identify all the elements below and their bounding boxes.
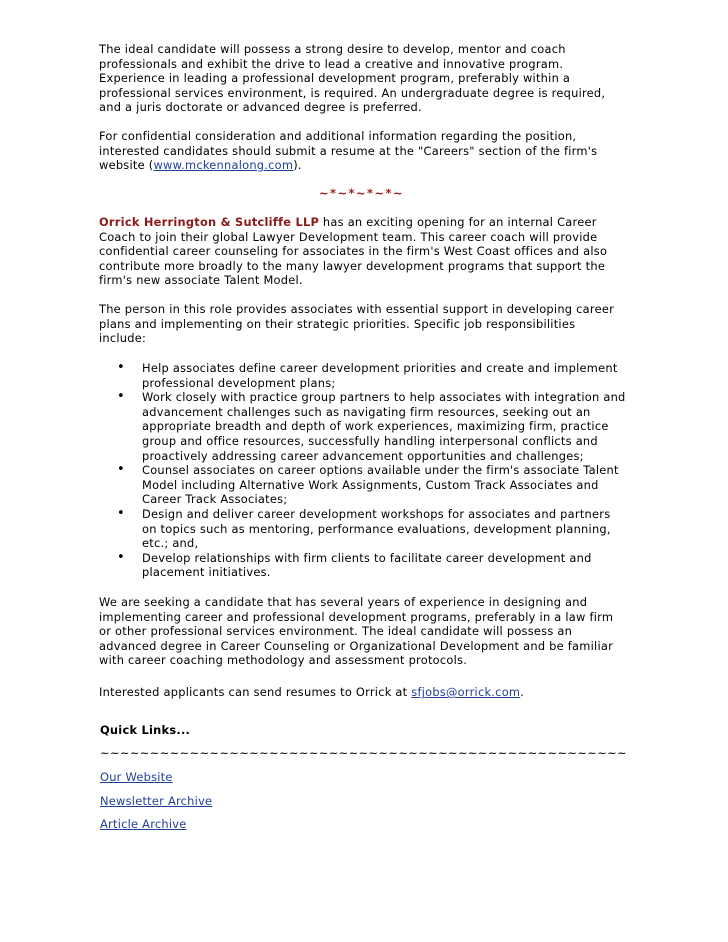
text-fragment: .	[520, 685, 525, 699]
paragraph-apply	[99, 685, 639, 700]
quick-links-separator: ~~~~~~~~~~~~~~~~~~~~~~~~~~~~~~~~~~~~~~~~~~~~~~~~~~~~~	[100, 746, 628, 760]
text-line: with career coaching methodology and assessment protocols.	[99, 653, 468, 668]
text-line	[99, 215, 639, 230]
text-line: Coach to join their global Lawyer Development team. This career coach will provide	[99, 229, 598, 244]
text-fragment: Interested applicants can send resumes to Orrick at	[99, 685, 412, 699]
text-line: professional development plans;	[142, 375, 336, 390]
text-line: group and office resources, successfully handling interpersonal conflicts and	[142, 433, 598, 448]
our-website-link[interactable]: Our Website	[100, 770, 173, 784]
text-line: contribute more broadly to the many lawyer development programs that support the	[99, 258, 606, 273]
list-item	[99, 551, 659, 580]
text-line: professionals and exhibit the drive to lead a creative and innovative program.	[99, 56, 564, 71]
text-line: advancement challenges such as navigating firm resources, seeking out an	[142, 404, 591, 419]
paragraph-confidential	[99, 129, 639, 173]
text-line: etc.; and,	[142, 536, 199, 551]
text-line: placement initiatives.	[142, 565, 271, 580]
bullet-icon: •	[117, 462, 125, 478]
text-line: proactively addressing career advancement opportunities and challenges;	[142, 448, 584, 463]
text-line: Help associates define career development priorities and create and implement	[142, 361, 618, 375]
text-line: We are seeking a candidate that has several years of experience in designing and	[99, 595, 588, 609]
text-line: interested candidates should submit a resume at the "Careers" section of the firm's	[99, 143, 598, 158]
text-line: appropriate breadth and depth of work experiences, maximizing firm, practice	[142, 419, 609, 434]
text-line: Career Track Associates;	[142, 492, 288, 507]
responsibilities-list	[99, 361, 659, 580]
text-line: The ideal candidate will possess a strong desire to develop, mentor and coach	[99, 42, 566, 56]
text-line: professional services environment, is required. An undergraduate degree is required,	[99, 85, 606, 100]
text-line: and a juris doctorate or advanced degree is preferred.	[99, 100, 422, 115]
firm-name: Orrick Herrington & Sutcliffe LLP	[99, 215, 320, 229]
list-item	[99, 390, 659, 463]
section-divider: ~*~*~*~*~	[319, 186, 405, 200]
list-item	[99, 507, 659, 551]
text-line: Work closely with practice group partners to help associates with integration and	[142, 390, 626, 405]
text-line: include:	[99, 331, 147, 346]
text-line: or other professional services environment. The ideal candidate will possess an	[99, 624, 573, 639]
text-line: advanced degree in Career Counseling or Organizational Development and be familiar	[99, 638, 614, 653]
mckennalong-link[interactable]: www.mckennalong.com	[153, 158, 294, 173]
quick-links-heading: Quick Links...	[100, 723, 191, 737]
text-line: Design and deliver career development workshops for associates and partners	[142, 506, 611, 521]
paragraph-role-description	[99, 302, 639, 346]
text-line: Develop relationships with firm clients to facilitate career development and	[142, 550, 592, 565]
orrick-email-link[interactable]: sfjobs@orrick.com	[411, 685, 521, 699]
text-line: Counsel associates on career options available under the firm's associate Talent	[142, 463, 619, 478]
text-line: For confidential consideration and additional information regarding the position,	[99, 129, 577, 143]
bullet-icon: •	[117, 389, 125, 405]
text-line: on topics such as mentoring, performance evaluations, development planning,	[142, 521, 611, 536]
text-line: implementing career and professional development programs, preferably in a law firm	[99, 609, 614, 624]
text-line: The person in this role provides associates with essential support in developing career	[99, 302, 615, 316]
text-line: confidential career counseling for associates in the firm's West Coast offices and also	[99, 244, 608, 259]
bullet-icon: •	[117, 360, 125, 375]
text-line	[99, 685, 639, 700]
text-line: firm's new associate Talent Model.	[99, 273, 303, 288]
text-fragment: has an exciting opening for an internal Career	[319, 215, 597, 229]
article-archive-link[interactable]: Article Archive	[100, 817, 187, 831]
paragraph-ideal-candidate	[99, 42, 639, 115]
bullet-icon: •	[117, 549, 125, 565]
text-line	[99, 158, 639, 173]
list-item	[99, 361, 659, 390]
text-fragment: ).	[293, 158, 302, 173]
list-item	[99, 463, 659, 507]
text-line: Model including Alternative Work Assignments, Custom Track Associates and	[142, 477, 599, 492]
paragraph-seeking-candidate	[99, 595, 639, 668]
text-line: Experience in leading a professional development program, preferably within a	[99, 71, 571, 86]
text-fragment: website (	[99, 158, 154, 173]
paragraph-orrick-opening	[99, 215, 639, 288]
bullet-icon: •	[117, 505, 125, 521]
newsletter-archive-link[interactable]: Newsletter Archive	[100, 794, 213, 808]
text-line: plans and implementing on their strategic priorities. Specific job responsibilities	[99, 316, 576, 331]
